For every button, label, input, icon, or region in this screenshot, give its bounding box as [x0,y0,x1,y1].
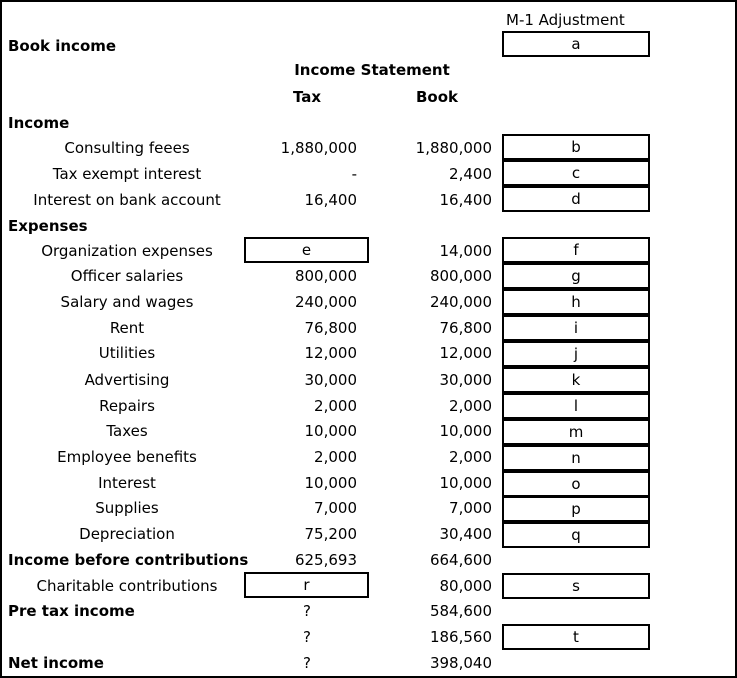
expense-row-tax: 30,000 [304,371,357,389]
expense-row-label: Rent [109,319,145,337]
expense-row-book: 10,000 [439,474,492,492]
income-row-label: Interest on bank account [33,191,221,209]
expense-row-book: 30,400 [439,525,492,543]
income-section-heading: Income [8,114,70,132]
m1-box-i: i [502,315,650,341]
m1-box-j: j [502,341,650,367]
m1-box-n: n [502,445,650,471]
charitable-contributions-label: Charitable contributions [36,577,218,595]
m1-box-p: p [502,496,650,522]
tax-box-e: e [244,237,369,263]
tax-expense-tax: ? [303,628,311,646]
income-row-label: Consulting feees [64,139,190,157]
net-income-tax: ? [303,654,311,672]
expense-row-label: Utilities [98,344,156,362]
income-row-tax: 16,400 [304,191,357,209]
book-income-label: Book income [8,37,117,55]
m1-box-h: h [502,289,650,315]
expense-row-tax: 12,000 [304,344,357,362]
income-row-book: 16,400 [439,191,492,209]
income-before-contributions-book: 664,600 [429,551,492,569]
expense-row-tax: 75,200 [304,525,357,543]
expense-row-label: Advertising [84,371,170,389]
m1-box-m: m [502,419,650,445]
income-statement-title: Income Statement [294,61,450,79]
pre-tax-income-book: 584,600 [429,602,492,620]
m1-box-d: d [502,186,650,212]
expense-row-label: Officer salaries [70,267,184,285]
income-row-label: Tax exempt interest [52,165,202,183]
expense-row-book: 10,000 [439,422,492,440]
expense-row-book: 12,000 [439,344,492,362]
tax-column-header: Tax [292,88,322,106]
expense-row-book: 30,000 [439,371,492,389]
expense-row-label: Supplies [95,499,159,517]
m1-box-a: a [502,31,650,57]
m1-box-g: g [502,263,650,289]
net-income-label: Net income [8,654,104,672]
m1-box-f: f [502,237,650,263]
expense-row-book: 2,000 [449,397,492,415]
pre-tax-income-label: Pre tax income [8,602,135,620]
expense-row-book: 2,000 [449,448,492,466]
expense-row-label: Taxes [106,422,148,440]
m1-box-b: b [502,134,650,160]
expense-row-book: 240,000 [429,293,492,311]
expenses-section-heading: Expenses [8,217,88,235]
expense-row-tax: 2,000 [314,397,357,415]
expense-row-book: 7,000 [449,499,492,517]
expense-row-book: 14,000 [439,242,492,260]
income-before-contributions-tax: 625,693 [294,551,357,569]
expense-row-tax: 10,000 [304,474,357,492]
book-column-header: Book [415,88,459,106]
expense-row-label: Interest [98,474,156,492]
income-row-tax: - [351,165,357,183]
m1-box-l: l [502,393,650,419]
m1-box-s: s [502,573,650,599]
income-row-book: 1,880,000 [415,139,492,157]
m1-adjustment-title: M-1 Adjustment [506,11,625,29]
expense-row-label: Salary and wages [60,293,194,311]
m1-box-k: k [502,367,650,393]
m1-box-o: o [502,471,650,497]
income-before-contributions-label: Income before contributions [8,551,249,569]
expense-row-book: 800,000 [429,267,492,285]
expense-row-tax: 10,000 [304,422,357,440]
m1-box-c: c [502,160,650,186]
charitable-contributions-book: 80,000 [439,577,492,595]
m1-box-q: q [502,522,650,548]
income-row-book: 2,400 [449,165,492,183]
tax-box-r: r [244,572,369,598]
income-row-tax: 1,880,000 [280,139,357,157]
expense-row-tax: 800,000 [294,267,357,285]
expense-row-tax: 240,000 [294,293,357,311]
m1-box-t: t [502,624,650,650]
expense-row-tax: 76,800 [304,319,357,337]
expense-row-tax: 2,000 [314,448,357,466]
expense-row-label: Repairs [99,397,155,415]
expense-row-label: Depreciation [79,525,175,543]
tax-expense-book: 186,560 [429,628,492,646]
expense-row-label: Employee benefits [57,448,197,466]
net-income-book: 398,040 [429,654,492,672]
expense-row-book: 76,800 [439,319,492,337]
pre-tax-income-tax: ? [303,602,311,620]
expense-row-tax: 7,000 [314,499,357,517]
expense-row-label: Organization expenses [41,242,213,260]
